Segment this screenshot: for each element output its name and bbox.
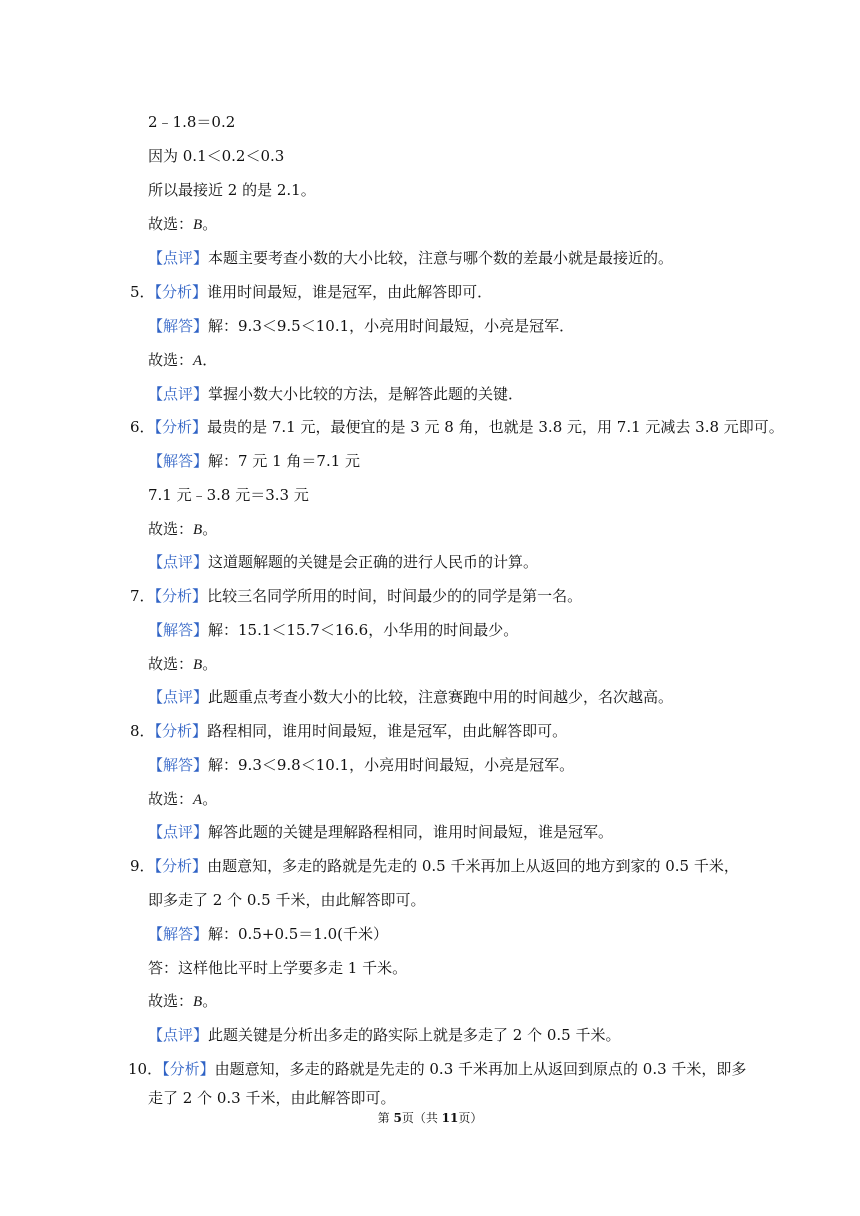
choice-letter: A: [193, 353, 203, 369]
line-text: 故选：: [148, 790, 194, 808]
comment-line: [148, 686, 673, 708]
answer-choice-line: [148, 518, 217, 540]
question-9-analysis: [130, 855, 739, 877]
comment-line: [148, 1024, 621, 1046]
text-line: [148, 484, 309, 506]
solution-tag: 【解答】: [148, 452, 209, 470]
line-text: 7.1 元﹣3.8 元＝3.3 元: [148, 486, 309, 504]
line-text: 。: [202, 520, 218, 538]
line-text: 解：9.3＜9.5＜10.1，小亮用时间最短，小亮是冠军．: [208, 317, 575, 335]
line-text: 答：这样他比平时上学要多走 1 千米。: [148, 959, 408, 977]
analysis-tag: 【分析】: [154, 283, 208, 301]
comment-tag: 【点评】: [148, 1026, 209, 1044]
line-text: 谁用时间最短，谁是冠军，由此解答即可．: [207, 283, 493, 301]
line-text: 解：15.1＜15.7＜16.6，小华用的时间最少。: [208, 621, 519, 639]
line-text: 。: [202, 215, 218, 233]
comment-tag: 【点评】: [148, 553, 209, 571]
line-text: 走了 2 个 0.3 千米，由此解答即可。: [148, 1089, 396, 1107]
solution-line: [148, 619, 518, 641]
line-text: 故选：: [148, 520, 194, 538]
solution-tag: 【解答】: [148, 756, 209, 774]
line-text: 故选：: [148, 351, 194, 369]
choice-letter: B: [193, 522, 203, 538]
text-line: [148, 145, 284, 167]
line-text: 解答此题的关键是理解路程相同，谁用时间最短，谁是冠军。: [208, 823, 614, 841]
line-text: 这道题解题的关键是会正确的进行人民币的计算。: [208, 553, 539, 571]
line-text: 由题意知，多走的路就是先走的 0.5 千米再加上从返回的地方到家的 0.5 千米，: [207, 857, 739, 875]
text-line: [148, 179, 316, 201]
line-text: 因为 0.1＜0.2＜0.3: [148, 147, 285, 165]
choice-letter: B: [193, 657, 203, 673]
comment-line: [148, 247, 673, 269]
analysis-tag: 【分析】: [162, 1060, 215, 1078]
line-text: 此题重点考查小数大小的比较，注意赛跑中用的时间越少，名次越高。: [208, 688, 674, 706]
line-text: 所以最接近 2 的是 2.1。: [148, 181, 316, 199]
line-text: 路程相同，谁用时间最短，谁是冠军，由此解答即可。: [207, 722, 568, 740]
comment-tag: 【点评】: [148, 385, 209, 403]
comment-tag: 【点评】: [148, 823, 209, 841]
line-text: ．: [202, 351, 218, 369]
line-text: 解：9.3＜9.8＜10.1，小亮用时间最短，小亮是冠军。: [208, 756, 575, 774]
answer-choice-line: [148, 653, 217, 675]
line-text: 最贵的是 7.1 元，最便宜的是 3 元 8 角，也就是 3.8 元，用 7.1 元减去 3.8 元即可。: [207, 418, 784, 436]
line-text: 2﹣1.8＝0.2: [148, 113, 236, 131]
solution-line: [148, 315, 574, 337]
comment-line: [148, 821, 613, 843]
solution-line: [148, 923, 388, 945]
question-8-analysis: [130, 720, 567, 742]
line-text: 本题主要考查小数的大小比较，注意与哪个数的差最小就是最接近的。: [208, 249, 674, 267]
solution-line: [148, 450, 360, 472]
analysis-tag: 【分析】: [154, 857, 208, 875]
page-footer: [0, 1110, 860, 1126]
answer-choice-line: [148, 788, 217, 810]
line-text: 故选：: [148, 992, 194, 1010]
question-number: 6．: [130, 418, 155, 436]
line-text: 解：0.5+0.5＝1.0(千米）: [208, 925, 389, 943]
question-number: 10．: [128, 1060, 163, 1078]
line-text: 由题意知，多走的路就是先走的 0.3 千米再加上从返回到原点的 0.3 千米，即多: [214, 1060, 747, 1078]
line-text: 解：7 元 1 角＝7.1 元: [208, 452, 361, 470]
line-text: 。: [202, 655, 218, 673]
question-number: 8．: [130, 722, 155, 740]
choice-letter: B: [193, 217, 203, 233]
line-text: 比较三名同学所用的时间，时间最少的的同学是第一名。: [207, 587, 583, 605]
line-text: 故选：: [148, 655, 194, 673]
question-10-analysis: [128, 1058, 746, 1080]
text-line: [148, 1087, 395, 1109]
line-text: 。: [202, 992, 218, 1010]
line-text: 掌握小数大小比较的方法，是解答此题的关键．: [208, 385, 524, 403]
page-number: 5: [393, 1111, 402, 1125]
solution-line: [148, 754, 574, 776]
solution-tag: 【解答】: [148, 621, 209, 639]
question-7-analysis: [130, 585, 582, 607]
choice-letter: B: [193, 994, 203, 1010]
footer-text: 第: [377, 1111, 394, 1125]
line-text: 故选：: [148, 215, 194, 233]
line-text: 。: [202, 790, 218, 808]
question-number: 7．: [130, 587, 155, 605]
comment-line: [148, 551, 538, 573]
question-6-analysis: [130, 416, 784, 438]
comment-line: [148, 383, 523, 405]
answer-choice-line: [148, 213, 217, 235]
question-5-analysis: [130, 281, 492, 303]
total-pages: 11: [441, 1111, 459, 1125]
comment-tag: 【点评】: [148, 249, 209, 267]
footer-text: 页（共: [401, 1111, 442, 1125]
text-line: [148, 111, 235, 133]
text-line: [148, 957, 407, 979]
choice-letter: A: [193, 792, 203, 808]
answer-choice-line: [148, 990, 217, 1012]
question-number: 9．: [130, 857, 155, 875]
comment-tag: 【点评】: [148, 688, 209, 706]
analysis-tag: 【分析】: [154, 722, 208, 740]
answer-choice-line: [148, 349, 217, 371]
line-text: 即多走了 2 个 0.5 千米，由此解答即可。: [148, 891, 426, 909]
analysis-tag: 【分析】: [154, 587, 208, 605]
text-line: [148, 889, 425, 911]
solution-tag: 【解答】: [148, 317, 209, 335]
analysis-tag: 【分析】: [154, 418, 208, 436]
question-number: 5．: [130, 283, 155, 301]
solution-tag: 【解答】: [148, 925, 209, 943]
line-text: 此题关键是分析出多走的路实际上就是多走了 2 个 0.5 千米。: [208, 1026, 621, 1044]
footer-text: 页）: [458, 1111, 483, 1125]
